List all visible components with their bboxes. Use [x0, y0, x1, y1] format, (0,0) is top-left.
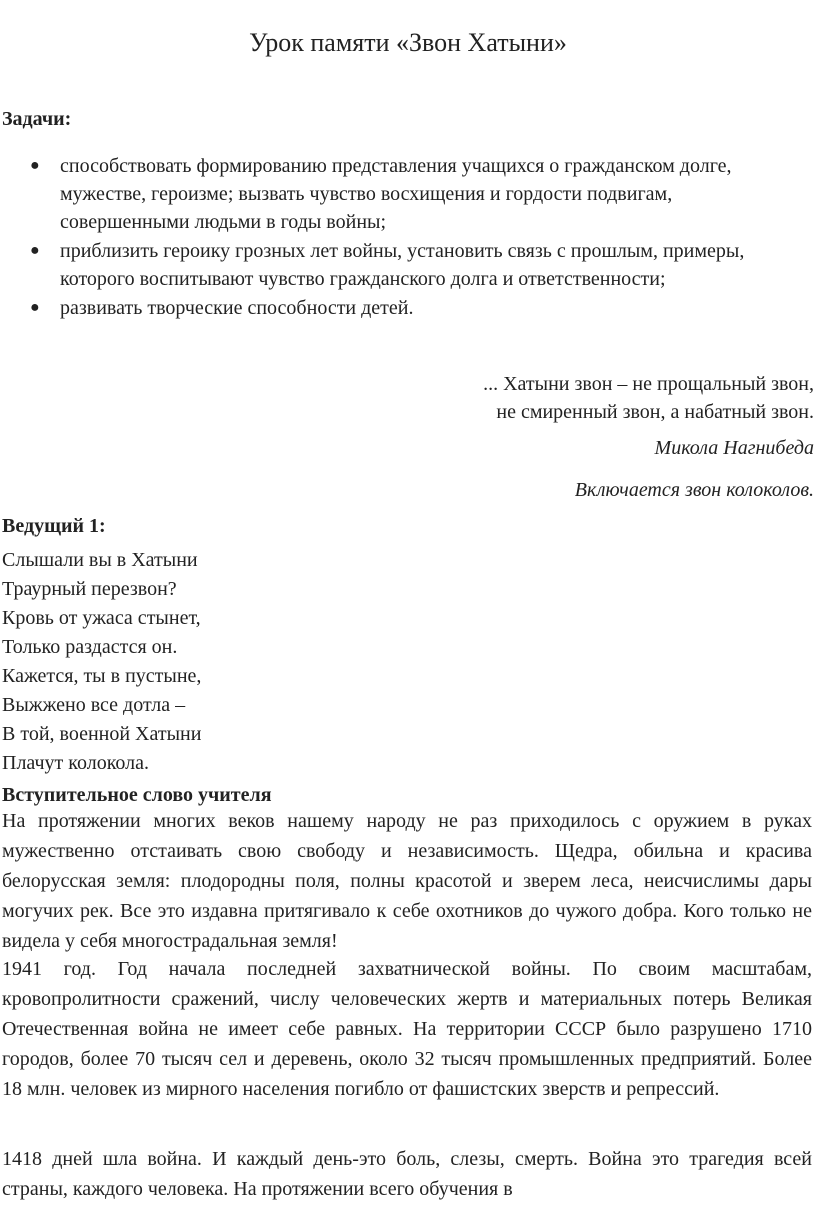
- list-item: [0, 294, 800, 322]
- poem-line: Траурный перезвон?: [2, 578, 177, 600]
- task-text: приблизить героику грозных лет войны, установить связь с прошлым, примеры, которого воспитывают чувство гражданского долга и ответственности;: [60, 240, 745, 290]
- tasks-list: [0, 152, 800, 322]
- poem-line: Только раздастся он.: [2, 636, 178, 658]
- epigraph-line: не смиренный звон, а набатный звон.: [496, 401, 814, 423]
- poem-line: Кажется, ты в пустыне,: [2, 665, 202, 687]
- paragraph: На протяжении многих веков нашему народу не раз приходилось с оружием в руках мужественно отстаивать свою свободу и независимость. Щедра, обильна и красива белорусская земля: плодородны поля, полны красотой и зверем леса, неисчислимы дары могучих рек. Все это издавна притягивало к себе охотников до чужого добра. Кого только не видела у себя многострадальная земля!: [2, 810, 812, 952]
- poem-line: В той, военной Хатыни: [2, 723, 202, 745]
- task-text: способствовать формированию представления учащихся о гражданском долге, мужестве, героизме; вызвать чувство восхищения и гордости подвигам, совершенными людьми в годы войны;: [60, 155, 732, 233]
- host-heading: Ведущий 1:: [2, 515, 106, 537]
- bullet-icon: ●: [30, 157, 40, 174]
- epigraph-line: ... Хатыни звон – не прощальный звон,: [483, 373, 814, 395]
- bullet-icon: ●: [30, 299, 40, 316]
- list-item: [0, 152, 800, 236]
- paragraph: 1941 год. Год начала последней захватнической войны. По своим масштабам, кровопролитности сражений, числу человеческих жертв и материальных потерь Великая Отечественная война не имеет себе равных. На территории СССР было разрушено 1710 городов, более 70 тысяч сел и деревень, около 32 тысяч промышленных предприятий. Более 18 млн. человек из мирного населения погибло от фашистских зверств и репрессий.: [2, 958, 812, 1100]
- page-title: Урок памяти «Звон Хатыни»: [249, 28, 567, 57]
- poem-line: Кровь от ужаса стынет,: [2, 607, 201, 629]
- intro-heading: Вступительное слово учителя: [2, 784, 272, 806]
- poem-line: Выжжено все дотла –: [2, 694, 186, 716]
- stage-direction: Включается звон колоколов.: [574, 479, 814, 501]
- poem-line: Слышали вы в Хатыни: [2, 549, 198, 571]
- poem-line: Плачут колокола.: [2, 752, 150, 774]
- list-item: [0, 237, 800, 293]
- bullet-icon: ●: [30, 242, 40, 259]
- paragraph: 1418 дней шла война. И каждый день-это боль, слезы, смерть. Война это трагедия всей страны, каждого человека. На протяжении всего обучения в: [2, 1148, 812, 1200]
- epigraph-author: Микола Нагнибеда: [654, 437, 814, 459]
- tasks-heading: Задачи:: [2, 108, 72, 130]
- poem: [2, 546, 201, 778]
- task-text: развивать творческие способности детей.: [60, 297, 414, 319]
